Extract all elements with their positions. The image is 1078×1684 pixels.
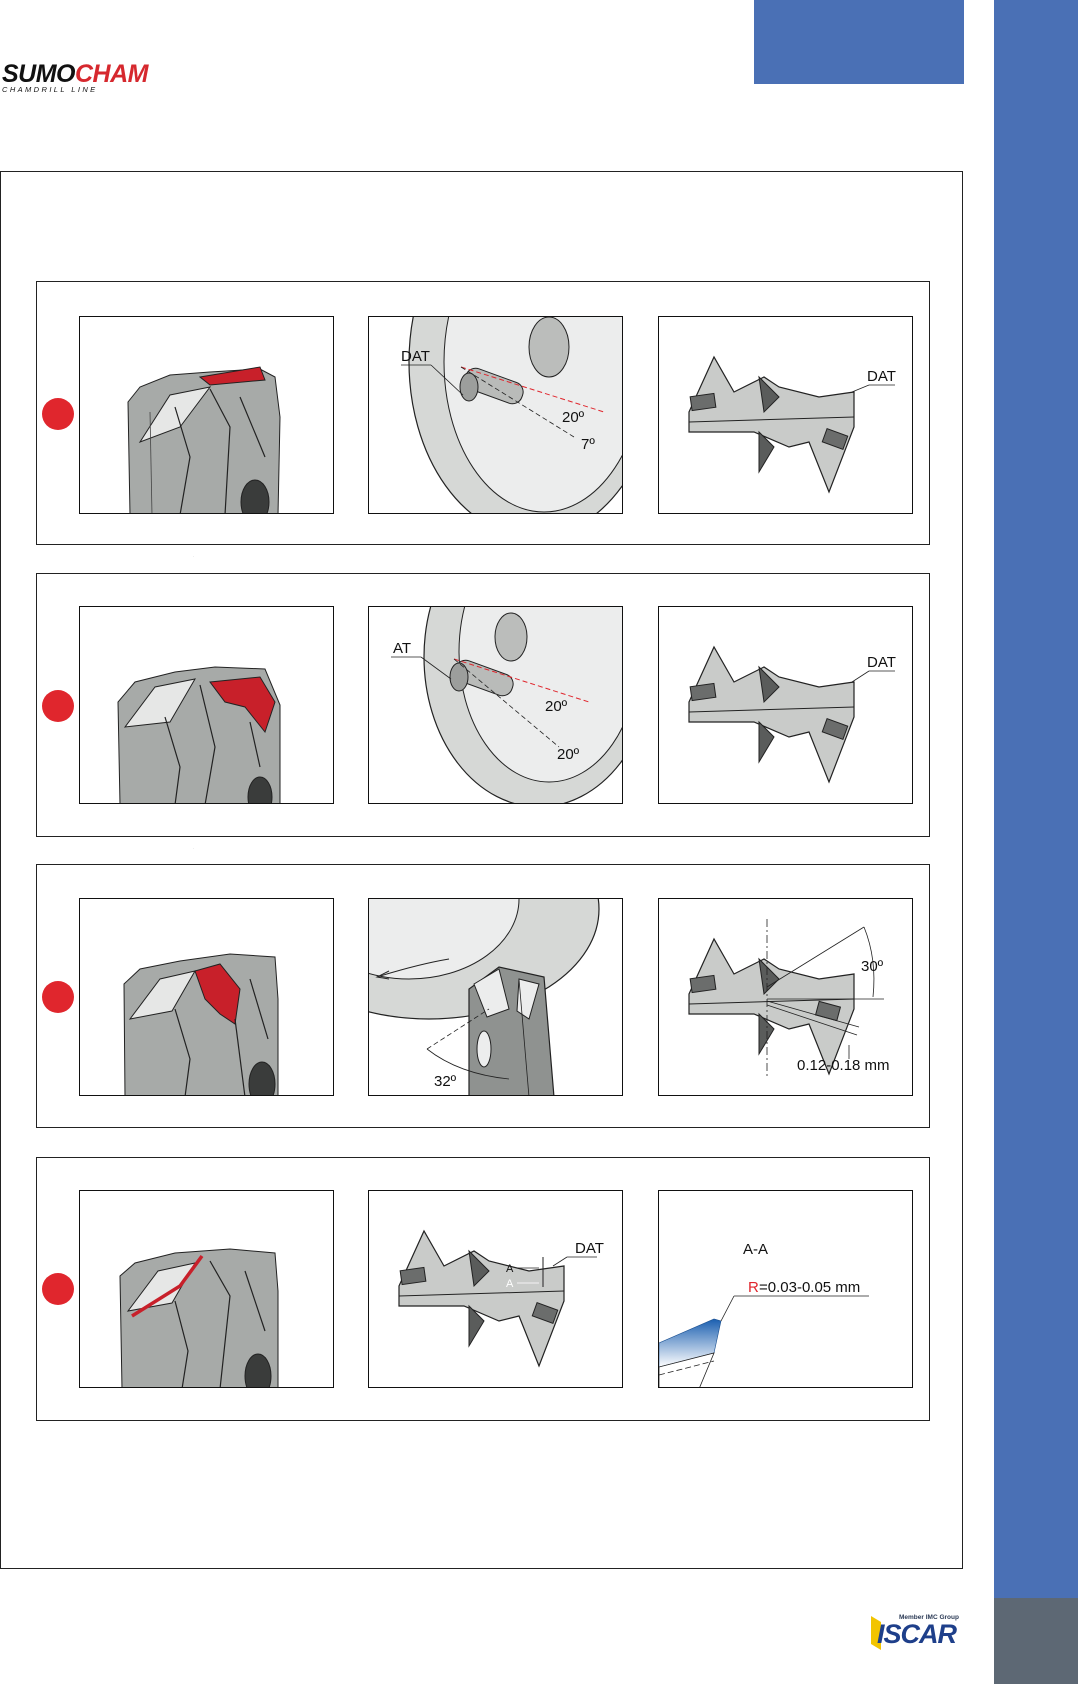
logo-brand-a: SUMO — [2, 60, 75, 88]
logo-subline: CHAMDRILL LINE — [2, 85, 98, 94]
step-2-grinding-setup — [368, 606, 623, 804]
step-3-end-view — [658, 898, 913, 1096]
section-tab — [754, 0, 964, 84]
step-3-range: 0.12-0.18 mm — [797, 1057, 890, 1074]
step-4-marker — [42, 1273, 74, 1305]
step-1-tool-view — [79, 316, 334, 514]
side-bar-footer-block — [994, 1598, 1078, 1684]
step-4-radius-value: =0.03-0.05 mm — [759, 1279, 861, 1296]
step-3-grinding-setup — [368, 898, 623, 1096]
step-1-angle-b: 7º — [581, 436, 595, 453]
member-imc-group-label: Member IMC Group — [899, 1614, 959, 1621]
step-2-at-label: AT — [393, 640, 412, 657]
step-3-angle-end: 30º — [861, 958, 884, 975]
print-artifact: . — [193, 845, 195, 850]
step-4-end-view — [368, 1190, 623, 1388]
step-2-dat-label-end: DAT — [867, 654, 896, 671]
sumocham-logo — [2, 62, 148, 94]
side-color-bar — [994, 0, 1078, 1598]
step-3-tool-view — [79, 898, 334, 1096]
print-artifact: . — [193, 553, 195, 558]
step-1-dat-label: DAT — [401, 348, 430, 365]
step-2-tool-view — [79, 606, 334, 804]
logo-brand-b: CHAM — [75, 60, 148, 88]
iscar-wordmark: ISCAR — [877, 1619, 957, 1649]
step-4-section-view — [658, 1190, 913, 1388]
step-2-angle-b: 20º — [557, 746, 580, 763]
step-4-section-a: A — [506, 1263, 514, 1275]
step-1-grinding-setup — [368, 316, 623, 514]
step-3-angle: 32º — [434, 1073, 457, 1090]
step-4-section-title: A-A — [743, 1241, 769, 1258]
step-1-angle-a: 20º — [562, 409, 585, 426]
iscar-logo — [869, 1614, 965, 1654]
step-4-tool-view — [79, 1190, 334, 1388]
step-2-angle-a: 20º — [545, 698, 568, 715]
step-1-marker — [42, 398, 74, 430]
step-2-end-view — [658, 606, 913, 804]
step-4-section-b: A — [506, 1278, 514, 1290]
step-4-dat-label: DAT — [575, 1240, 604, 1257]
step-3-marker — [42, 981, 74, 1013]
step-1-end-view — [658, 316, 913, 514]
step-1-dat-label-end: DAT — [867, 368, 896, 385]
step-2-marker — [42, 690, 74, 722]
step-4-radius-symbol: R — [748, 1279, 759, 1296]
